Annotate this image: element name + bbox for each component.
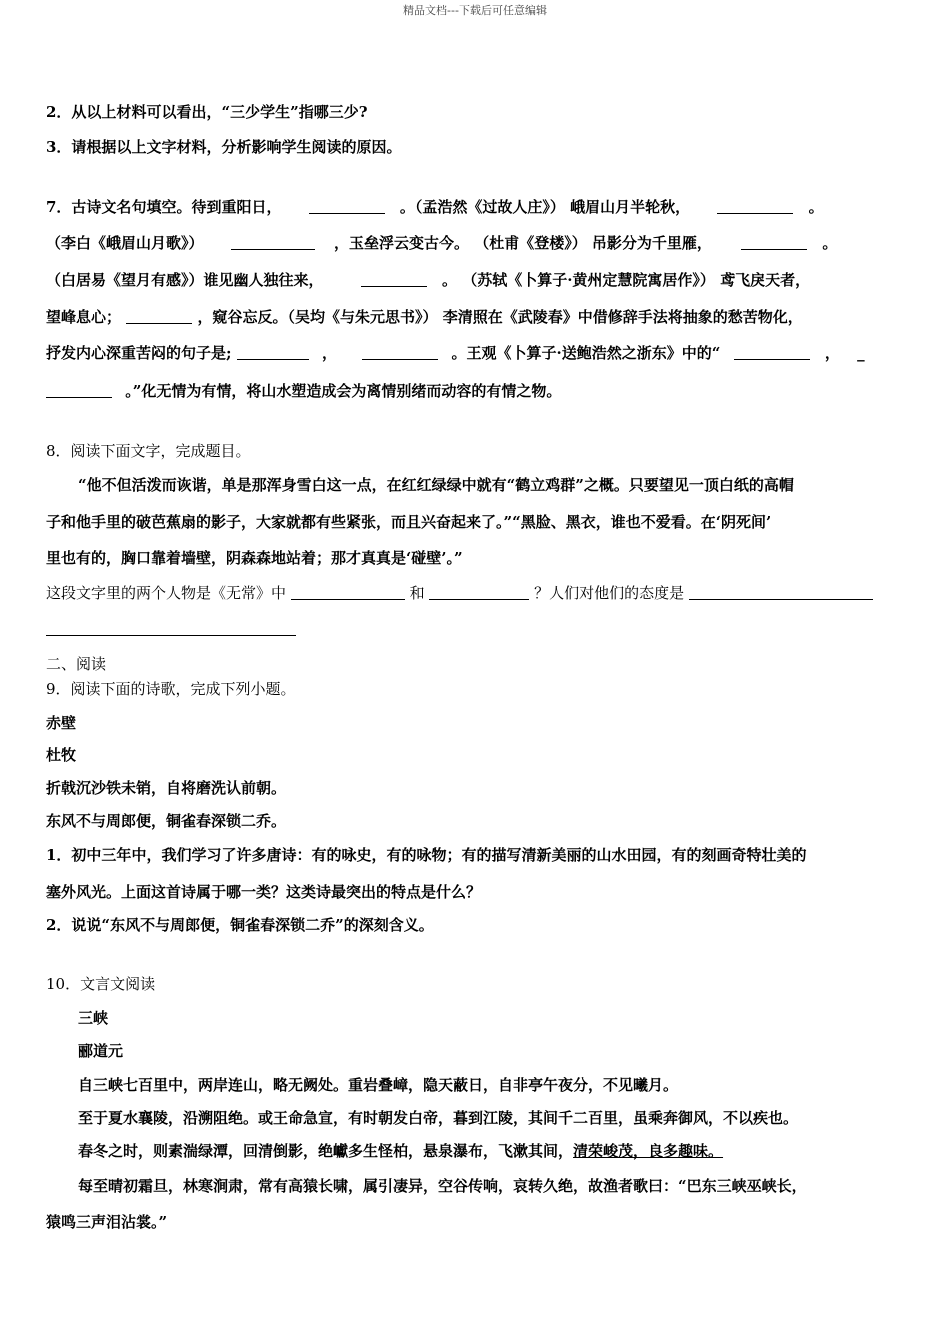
poem-author: 杜牧 xyxy=(46,746,77,764)
q9-sub2: 2．说说“东风不与周郎便，铜雀春深锁二乔”的深刻含义。 xyxy=(46,916,434,934)
q7-text-e: ，玉垒浮云变古今。 （杜甫《登楼》） 吊影分为千里雁， xyxy=(333,234,712,252)
q7-blank-10 xyxy=(46,383,112,398)
q9-sub1-line-2: 塞外风光。上面这首诗属于哪一类？这类诗最突出的特点是什么？ xyxy=(46,883,482,901)
q7-text-m: 。王观《卜算子·送鲍浩然之浙东》中的“ xyxy=(451,344,721,362)
question-2: 2．从以上材料可以看出，“三少学生”指哪三少? xyxy=(46,103,368,121)
q7-line-2 xyxy=(46,233,837,253)
page-header: 精品文档---下载后可任意编辑 xyxy=(403,4,547,17)
q8-blank-3 xyxy=(689,585,873,600)
q7-text-n: ， xyxy=(824,344,840,362)
section-heading: 二、阅读 xyxy=(46,655,107,673)
q8-text-b: 和 xyxy=(409,584,425,602)
q7-blank-4 xyxy=(741,235,807,250)
q7-line-6 xyxy=(46,381,561,401)
q7-blank-6 xyxy=(126,309,192,324)
q7-text-h: 。 （苏轼《卜算子·黄州定慧院寓居作》） 鸢飞戾天者， xyxy=(441,271,811,289)
q7-text-j: ，窥谷忘反。（吴均《与朱元思书》） 李清照在《武陵春》中借修辞手法将抽象的愁苦物化， xyxy=(197,308,803,326)
text-para-4-line-1: 每至晴初霜旦，林寒涧肃，常有高猿长啸，属引凄异，空谷传响，哀转久绝，故渔者歌曰：“巴东三峡巫峡长， xyxy=(78,1177,807,1195)
text-title: 三峡 xyxy=(78,1009,109,1027)
q7-line-5 xyxy=(46,343,865,363)
q9-title: 9．阅读下面的诗歌，完成下列小题。 xyxy=(46,680,296,698)
q8-title: 8．阅读下面文字，完成题目。 xyxy=(46,442,251,460)
q7-blank-2 xyxy=(717,199,793,214)
text-para-3-a: 春冬之时，则素湍绿潭，回清倒影，绝巘多生怪柏，悬泉瀑布，飞漱其间， xyxy=(78,1142,574,1160)
question-3: 3．请根据以上文字材料，分析影响学生阅读的原因。 xyxy=(46,138,402,156)
q7-blank-5 xyxy=(361,272,427,287)
q7-text-k: 抒发内心深重苦闷的句子是; xyxy=(46,344,232,362)
q7-text-d: （李白《峨眉山月歌》） xyxy=(46,234,204,252)
q7-blank-1 xyxy=(309,199,385,214)
q7-line-4 xyxy=(46,307,803,327)
q8-answer-line xyxy=(46,635,296,636)
underlined-phrase: 清荣峻茂，良多趣味。 xyxy=(573,1142,724,1160)
text-para-1: 自三峡七百里中，两岸连山，略无阙处。重岩叠嶂，隐天蔽日，自非亭午夜分，不见曦月。 xyxy=(78,1076,679,1094)
q7-blank-3 xyxy=(231,235,315,250)
q7-text-l: ， xyxy=(322,344,338,362)
q7-blank-8 xyxy=(362,345,438,360)
poem-title: 赤壁 xyxy=(46,714,77,732)
q8-blank-2 xyxy=(429,585,529,600)
q7-line-1 xyxy=(46,197,824,217)
q7-text-b: 。（孟浩然《过故人庄》） 峨眉山月半轮秋， xyxy=(399,198,691,216)
q7-text-c: 。 xyxy=(808,198,824,216)
q7-line-3 xyxy=(46,270,810,290)
text-para-2: 至于夏水襄陵，沿溯阻绝。或王命急宣，有时朝发白帝，暮到江陵，其间千二百里，虽乘奔御风，不以疾也。 xyxy=(78,1109,799,1127)
q8-text-c: ？人们对他们的态度是 xyxy=(534,584,685,602)
q8-para-line-1: “他不但活泼而诙谐，单是那浑身雪白这一点，在红红绿绿中就有“鹤立鸡群”之概。只要望见一顶白纸的高帽 xyxy=(78,476,794,494)
text-para-3 xyxy=(78,1141,723,1161)
q7-text-a: 7．古诗文名句填空。待到重阳日， xyxy=(46,198,282,216)
q10-title: 10．文言文阅读 xyxy=(46,975,156,993)
poem-line-2: 东风不与周郎便，铜雀春深锁二乔。 xyxy=(46,812,287,830)
q8-text-a: 这段文字里的两个人物是《无常》中 xyxy=(46,584,287,602)
q7-blank-7 xyxy=(237,345,309,360)
poem-line-1: 折戟沉沙铁未销，自将磨洗认前朝。 xyxy=(46,779,287,797)
q9-sub1-line-1: 1．初中三年中，我们学习了许多唐诗：有的咏史，有的咏物；有的描写清新美丽的山水田园，有的刻画奇特壮美的 xyxy=(46,846,807,864)
q7-text-p: 。”化无情为有情，将山水塑造成会为离情别绪而动容的有情之物。 xyxy=(125,382,562,400)
q8-question xyxy=(46,583,873,603)
q7-text-o: _ xyxy=(857,344,865,362)
q7-blank-9 xyxy=(734,345,810,360)
q8-para-line-2: 子和他手里的破芭蕉扇的影子，大家就都有些紧张，而且兴奋起来了。”“黑脸、黑衣，谁也不爱看。在‘阴死间’ xyxy=(46,513,772,531)
q8-blank-1 xyxy=(291,585,405,600)
text-para-4-line-2: 猿鸣三声泪沾裳。” xyxy=(46,1213,168,1231)
q8-para-line-3: 里也有的，胸口靠着墙壁，阴森森地站着；那才真真是‘碰壁’。” xyxy=(46,549,463,567)
text-author: 郦道元 xyxy=(78,1042,124,1060)
q7-text-g: （白居易《望月有感》）谁见幽人独往来， xyxy=(46,271,324,289)
q7-text-i: 望峰息心； xyxy=(46,308,122,326)
q7-text-f: 。 xyxy=(822,234,838,252)
